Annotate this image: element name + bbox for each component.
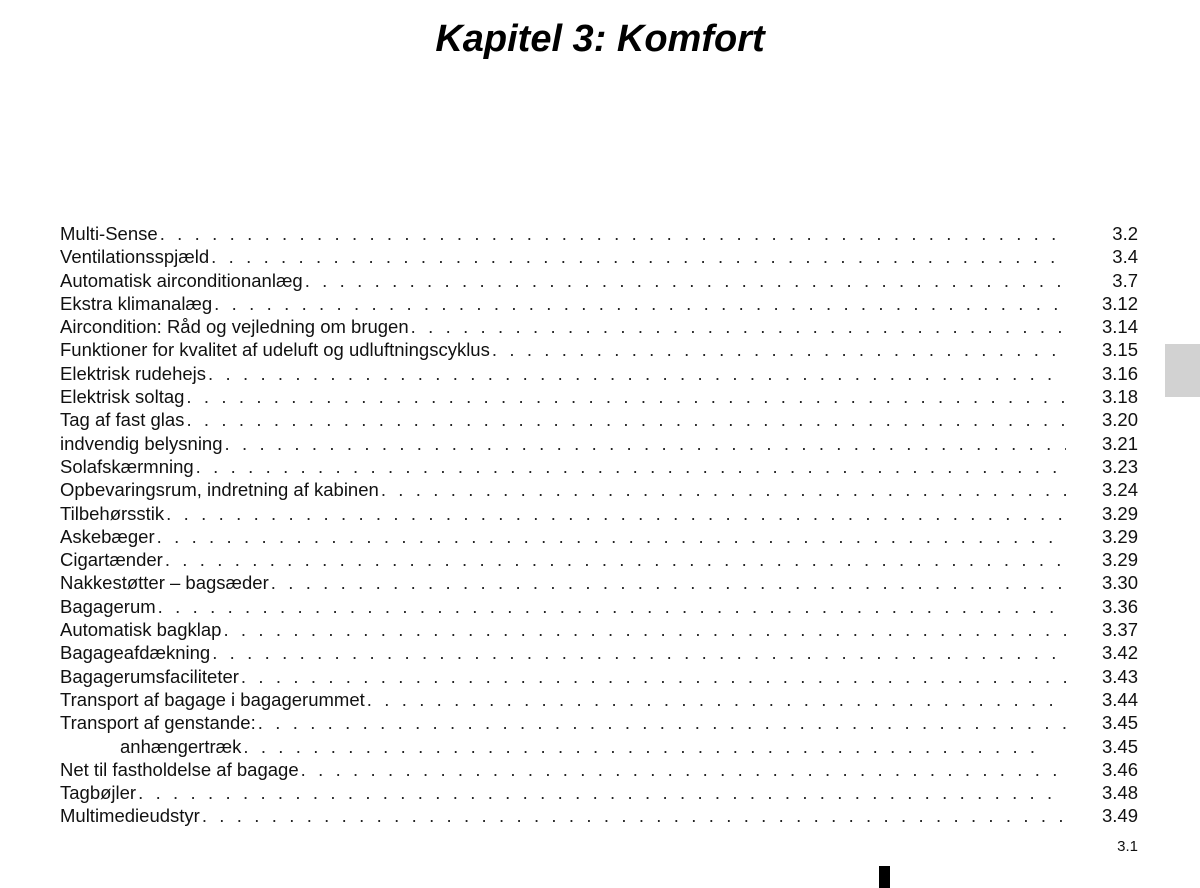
toc-entry-page: 3.45 [1101, 712, 1138, 734]
dot-leader [258, 711, 1066, 734]
toc-entry[interactable] [60, 502, 1138, 525]
dot-leader [271, 571, 1066, 594]
dot-leader [166, 502, 1066, 525]
toc-entry-label: Bagageafdækning [60, 642, 211, 664]
toc-entry-page: 3.45 [1101, 735, 1138, 757]
toc-entry[interactable] [60, 525, 1138, 548]
toc-entry[interactable] [60, 781, 1138, 804]
toc-entry[interactable] [60, 269, 1138, 292]
toc-entry-page: 3.2 [1112, 223, 1138, 244]
dot-leader [160, 222, 1066, 245]
toc-entry-page: 3.4 [1112, 246, 1138, 268]
dot-leader [211, 245, 1066, 268]
toc-entry[interactable] [60, 455, 1138, 478]
dot-leader [367, 688, 1066, 711]
dot-leader [157, 525, 1066, 548]
toc-entry-page: 3.42 [1101, 642, 1138, 664]
toc-entry-label: Elektrisk rudehejs [60, 362, 207, 384]
toc-entry-page: 3.44 [1101, 688, 1138, 710]
toc-entry[interactable] [60, 362, 1138, 385]
toc-entry-label: Opbevaringsrum, indretning af kabinen [60, 479, 379, 501]
toc-entry-page: 3.29 [1101, 525, 1138, 547]
toc-entry-page: 3.46 [1101, 758, 1138, 780]
dot-leader [305, 269, 1066, 292]
toc-entry-label: Transport af bagage i bagagerummet [60, 688, 365, 710]
toc-entry[interactable] [60, 245, 1138, 268]
toc-entry-label: Bagagerum [60, 595, 156, 617]
toc-entry-page: 3.21 [1101, 432, 1138, 454]
dot-leader [212, 641, 1066, 664]
toc-entry-page: 3.49 [1101, 805, 1138, 827]
toc-entry-page: 3.37 [1101, 619, 1138, 641]
toc-entry-page: 3.18 [1101, 386, 1138, 408]
dot-leader [214, 292, 1066, 315]
toc-entry-label: Ekstra klimanalæg [60, 292, 213, 314]
dot-leader [208, 362, 1066, 385]
toc-entry-page: 3.16 [1101, 362, 1138, 384]
dot-leader [241, 665, 1066, 688]
dot-leader [196, 455, 1066, 478]
toc-entry[interactable] [60, 618, 1138, 641]
toc-subentry[interactable] [60, 735, 1138, 758]
toc-entry[interactable] [60, 385, 1138, 408]
toc-entry-page: 3.30 [1101, 572, 1138, 594]
toc-entry[interactable] [60, 408, 1138, 431]
dot-leader [138, 781, 1066, 804]
toc-entry[interactable] [60, 665, 1138, 688]
toc-entry-page: 3.20 [1101, 409, 1138, 431]
toc-entry[interactable] [60, 711, 1138, 734]
dot-leader [158, 595, 1066, 618]
toc-entry-page: 3.14 [1101, 316, 1138, 338]
toc-entry[interactable] [60, 292, 1138, 315]
toc-entry-label: indvendig belysning [60, 432, 223, 454]
toc-entry-page: 3.12 [1101, 292, 1138, 314]
toc-entry-page: 3.29 [1101, 549, 1138, 571]
toc-entry-label: Transport af genstande: [60, 712, 256, 734]
toc-entry[interactable] [60, 548, 1138, 571]
toc-entry-label: Tilbehørsstik [60, 502, 165, 524]
toc-entry-label: Ventilationsspjæld [60, 246, 210, 268]
toc-entry[interactable] [60, 222, 1138, 245]
chapter-tab-marker [1165, 344, 1200, 397]
toc-entry-label: Cigartænder [60, 549, 163, 571]
toc-entry-label: Bagagerumsfaciliteter [60, 665, 239, 687]
toc-entry[interactable] [60, 641, 1138, 664]
toc-entry-label: Multimedieudstyr [60, 805, 200, 827]
dot-leader [492, 338, 1066, 361]
toc-entry-page: 3.23 [1101, 455, 1138, 477]
dot-leader [411, 315, 1066, 338]
toc-entry[interactable] [60, 758, 1138, 781]
dot-leader [202, 804, 1066, 827]
toc-entry-page: 3.7 [1112, 269, 1138, 291]
toc-entry[interactable] [60, 595, 1138, 618]
toc-entry-label: Funktioner for kvalitet af udeluft og udluftningscyklus [60, 339, 490, 361]
toc-entry[interactable] [60, 804, 1138, 827]
toc-entry[interactable] [60, 315, 1138, 338]
toc-entry[interactable] [60, 432, 1138, 455]
toc-entry-label: anhængertræk [120, 735, 242, 757]
toc-entry[interactable] [60, 338, 1138, 361]
toc-entry[interactable] [60, 571, 1138, 594]
dot-leader [165, 548, 1066, 571]
dot-leader [223, 618, 1066, 641]
chapter-title: Kapitel 3: Komfort [435, 18, 765, 60]
toc-entry-label: Automatisk bagklap [60, 619, 222, 641]
toc-entry-page: 3.43 [1101, 665, 1138, 687]
toc-entry-label: Solafskærmning [60, 455, 194, 477]
toc-entry-page: 3.48 [1101, 782, 1138, 804]
toc-entry-label: Elektrisk soltag [60, 386, 185, 408]
toc-entry-page: 3.24 [1101, 479, 1138, 501]
page-number: 3.1 [1117, 838, 1138, 855]
toc-entry-label: Net til fastholdelse af bagage [60, 758, 299, 780]
toc-entry-label: Automatisk airconditionanlæg [60, 269, 303, 291]
toc-entry-label: Tagbøjler [60, 782, 137, 804]
dot-leader [186, 408, 1066, 431]
toc-entry-label: Askebæger [60, 525, 155, 547]
dot-leader [225, 432, 1066, 455]
toc-entry-label: Aircondition: Råd og vejledning om brugen [60, 316, 409, 338]
dot-leader [186, 385, 1066, 408]
crop-mark [879, 866, 890, 888]
toc-entry-label: Multi-Sense [60, 223, 158, 244]
table-of-contents [60, 222, 1138, 828]
toc-entry-label: Tag af fast glas [60, 409, 185, 431]
dot-leader [243, 735, 1042, 758]
toc-entry-label: Nakkestøtter – bagsæder [60, 572, 269, 594]
toc-entry[interactable] [60, 478, 1138, 501]
toc-entry-page: 3.36 [1101, 595, 1138, 617]
toc-entry-page: 3.15 [1101, 339, 1138, 361]
toc-entry[interactable] [60, 688, 1138, 711]
toc-entry-page: 3.29 [1101, 502, 1138, 524]
dot-leader [381, 478, 1066, 501]
dot-leader [301, 758, 1066, 781]
